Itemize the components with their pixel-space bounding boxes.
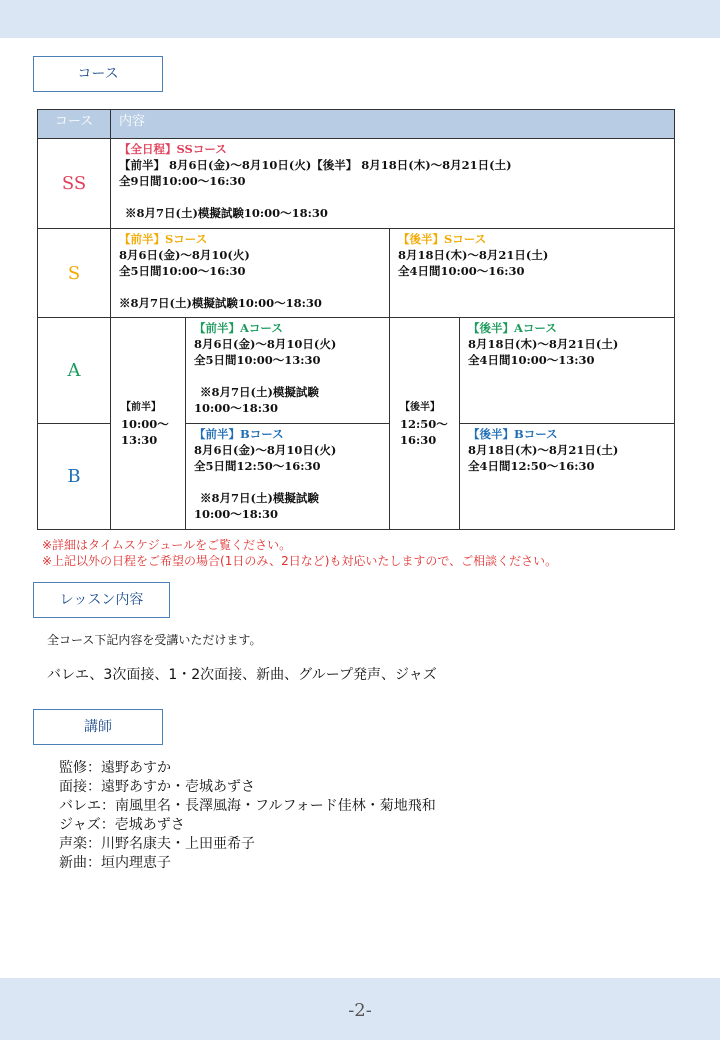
- top-band: [0, 0, 720, 38]
- time-second-start: 12:50～: [400, 416, 448, 431]
- page-number: -2-: [348, 1000, 372, 1021]
- section-label-lesson: レッスン内容: [33, 582, 170, 618]
- a-first-title: 【前半】Aコース: [194, 321, 283, 335]
- table-header-row: [38, 110, 675, 139]
- instructor-jazz: ジャズ：壱城あずさ: [59, 817, 185, 833]
- ss-time: 全9日間10:00～16:30: [119, 174, 246, 188]
- course-name-a: A: [38, 318, 111, 424]
- a-first-time: 全5日間10:00～13:30: [194, 353, 321, 367]
- table-row-ss: [38, 139, 675, 229]
- b-first-time: 全5日間12:50～16:30: [194, 459, 321, 473]
- s-first-time: 全5日間10:00～16:30: [119, 264, 246, 278]
- instructor-supervisor: 監修：遠野あすか: [59, 760, 171, 776]
- a-second-dates: 8月18日(木)～8月21日(土): [468, 337, 619, 351]
- time-second-cell: [390, 318, 460, 530]
- note-custom-dates: ※上記以外の日程をご希望の場合(1日のみ、2日など)も対応いたしますので、ご相談ください。: [42, 554, 558, 568]
- s-first-note: ※8月7日(土)模擬試験10:00～18:30: [119, 296, 322, 310]
- b-first-cell: [186, 424, 390, 530]
- time-first-start: 10:00～: [121, 416, 169, 431]
- b-second-dates: 8月18日(木)～8月21日(土): [468, 443, 619, 457]
- s-second-cell: [390, 229, 675, 318]
- b-first-note: ※8月7日(土)模擬試験: [200, 491, 319, 505]
- instructor-new-song: 新曲：垣内理恵子: [59, 855, 171, 871]
- ss-content-cell: [111, 139, 675, 229]
- a-second-cell: [460, 318, 675, 424]
- ss-title: 【全日程】SSコース: [119, 142, 227, 156]
- course-name-ss: SS: [38, 139, 111, 229]
- s-second-title: 【後半】Sコース: [398, 232, 487, 246]
- ss-dates: 【前半】 8月6日(金)～8月10日(火)【後半】 8月18日(木)～8月21日(土): [119, 158, 512, 172]
- a-first-note: ※8月7日(土)模擬試験: [200, 385, 319, 399]
- time-first-end: 13:30: [121, 432, 158, 447]
- b-first-note-time: 10:00～18:30: [194, 507, 279, 521]
- a-second-time: 全4日間10:00～13:30: [468, 353, 595, 367]
- instructor-vocal: 声楽：川野名康夫・上田亜希子: [59, 836, 255, 852]
- s-second-dates: 8月18日(木)～8月21日(土): [398, 248, 549, 262]
- header-content: 内容: [111, 110, 675, 139]
- b-second-time: 全4日間12:50～16:30: [468, 459, 595, 473]
- course-name-s: S: [38, 229, 111, 318]
- s-first-cell: [111, 229, 390, 318]
- header-course: コース: [38, 110, 111, 139]
- note-schedule: ※詳細はタイムスケジュールをご覧ください。: [42, 538, 292, 552]
- a-second-title: 【後半】Aコース: [468, 321, 557, 335]
- b-first-title: 【前半】Bコース: [194, 427, 284, 441]
- instructor-ballet: バレエ：南風里名・長澤風海・フルフォード佳林・菊地飛和: [59, 798, 436, 814]
- course-name-b: B: [38, 424, 111, 530]
- b-first-dates: 8月6日(金)～8月10日(火): [194, 443, 337, 457]
- instructor-list: [59, 759, 436, 873]
- time-first-cell: [111, 318, 186, 530]
- b-second-title: 【後半】Bコース: [468, 427, 558, 441]
- time-second-end: 16:30: [400, 432, 437, 447]
- ss-note: ※8月7日(土)模擬試験10:00～18:30: [125, 206, 328, 220]
- a-first-note-time: 10:00～18:30: [194, 401, 279, 415]
- table-notes: [42, 537, 557, 569]
- time-second-label: 【後半】: [400, 401, 440, 413]
- table-row-s: [38, 229, 675, 318]
- time-first-label: 【前半】: [121, 401, 161, 413]
- lesson-list: バレエ、3次面接、1・2次面接、新曲、グループ発声、ジャズ: [47, 667, 437, 683]
- s-second-time: 全4日間10:00～16:30: [398, 264, 525, 278]
- instructor-interview: 面接：遠野あすか・壱城あずさ: [59, 779, 255, 795]
- a-first-cell: [186, 318, 390, 424]
- table-row-a: [38, 318, 675, 424]
- s-first-dates: 8月6日(金)～8月10(火): [119, 248, 250, 262]
- a-first-dates: 8月6日(金)～8月10日(火): [194, 337, 337, 351]
- b-second-cell: [460, 424, 675, 530]
- lesson-intro: 全コース下記内容を受講いただけます。: [47, 633, 262, 647]
- section-label-course: コース: [33, 56, 163, 92]
- course-table: [37, 109, 675, 530]
- section-label-instructor: 講師: [33, 709, 163, 745]
- s-first-title: 【前半】Sコース: [119, 232, 208, 246]
